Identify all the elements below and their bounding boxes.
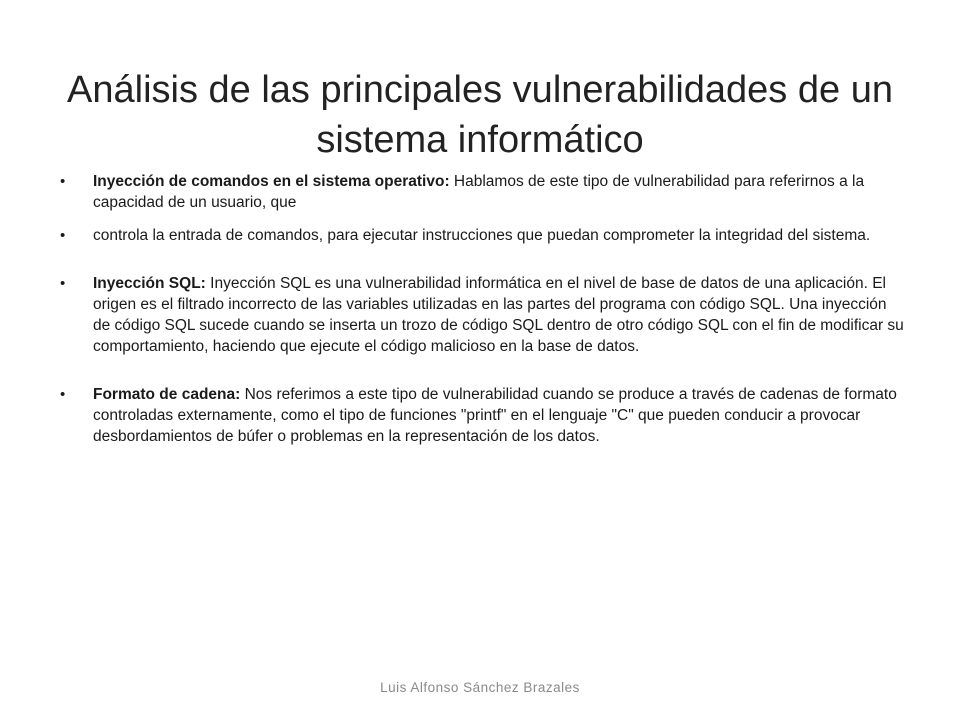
bullet-icon: • xyxy=(60,275,66,292)
bullet-text: Hablamos de este tipo de vulnerabilidad para referirnos a la capacidad de un usuario, que xyxy=(93,173,865,211)
bullet-text: Nos referimos a este tipo de vulnerabilidad cuando se produce a través de cadenas de formato controladas externamente, como el tipo de funciones "printf" en el lenguaje "C" que pueden conducir a provocar desbordamientos de búfer o problemas en la representación de los datos. xyxy=(93,386,897,445)
bullet-text: controla la entrada de comandos, para ejecutar instrucciones que puedan comprometer la integridad del sistema. xyxy=(93,227,871,244)
bullet-icon: • xyxy=(60,173,66,190)
bullet-item-command-control xyxy=(60,225,905,246)
bullet-item-sql-injection xyxy=(60,273,905,357)
bullet-lead: Inyección de comandos en el sistema operativo: xyxy=(93,173,450,190)
bullet-item-command-injection xyxy=(60,171,905,213)
bullet-lead: Formato de cadena: xyxy=(93,386,241,403)
bullet-icon: • xyxy=(60,227,66,244)
bullet-text: Inyección SQL es una vulnerabilidad informática en el nivel de base de datos de una aplicación. El origen es el filtrado incorrecto de las variables utilizadas en las partes del programa con código SQL. Una inyección de código SQL sucede cuando se inserta un trozo de código SQL dentro de otro código SQL con el fin de modificar su comportamiento, haciendo que ejecute el código malicioso en la base de datos. xyxy=(93,275,904,355)
bullet-item-format-string xyxy=(60,384,905,447)
slide-title: Análisis de las principales vulnerabilidades de un sistema informático xyxy=(67,69,893,162)
bullet-icon: • xyxy=(60,386,66,403)
bullet-lead: Inyección SQL: xyxy=(93,275,206,292)
bullet-list xyxy=(60,171,905,447)
slide-footer-author: Luis Alfonso Sánchez Brazales xyxy=(380,680,580,695)
